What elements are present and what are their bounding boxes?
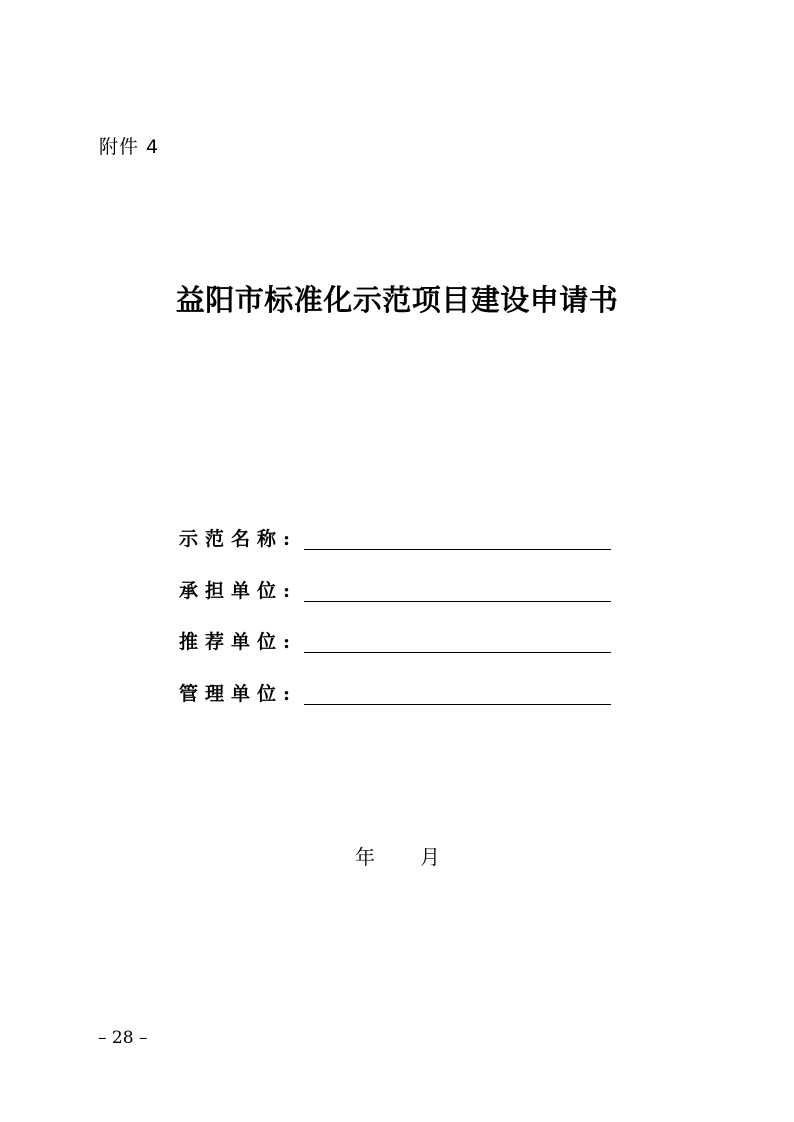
document-title: 益阳市标准化示范项目建设申请书 <box>175 283 619 317</box>
fill-in-line <box>304 549 611 550</box>
field-label: 承担单位: <box>179 580 298 602</box>
fill-in-line <box>304 704 611 705</box>
attachment-label: 附件 4 <box>99 136 160 158</box>
date-month-label: 月 <box>420 845 440 869</box>
field-undertaking-unit <box>179 576 619 606</box>
fill-in-line <box>304 652 611 653</box>
date-year-label: 年 <box>355 845 375 869</box>
field-label: 推荐单位: <box>179 631 298 653</box>
field-label: 管理单位: <box>179 683 298 705</box>
field-recommending-unit <box>179 627 619 657</box>
fill-in-line <box>304 601 611 602</box>
field-management-unit <box>179 679 619 709</box>
field-demo-name <box>179 524 619 554</box>
field-label: 示范名称: <box>179 528 298 550</box>
page-number: – 28 – <box>98 1028 148 1048</box>
